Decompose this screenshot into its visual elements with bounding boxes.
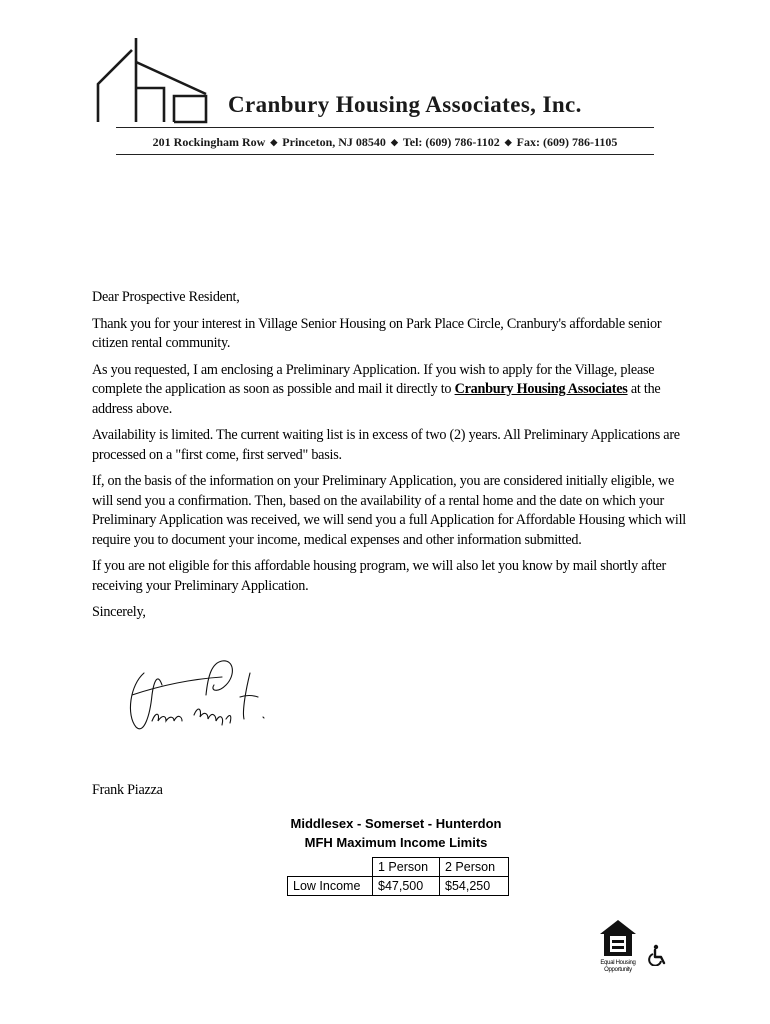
income-limits-table [287,857,509,896]
paragraph-not-eligible: If you are not eligible for this affordable housing program, we will also let you know by mail shortly after receiving your Preliminary Application. [92,558,666,594]
separator: ◆ [390,137,398,147]
row-label-low-income: Low Income [288,877,373,896]
income-limits-region: Middlesex - Somerset - Hunterdon [290,816,502,831]
closing: Sincerely, [92,604,146,620]
telephone: Tel: (609) 786-1102 [402,135,500,149]
value-2-person: $54,250 [440,877,509,896]
equal-housing-text [592,960,644,974]
organization-name: Cranbury Housing Associates [454,381,628,397]
letterhead-rule-bottom [116,154,654,155]
paragraph-text: at the address above. [92,381,661,417]
table-row [288,877,509,896]
table-header-row [288,858,509,877]
fax: Fax: (609) 786-1105 [516,135,618,149]
signer-name: Frank Piazza [92,782,163,798]
salutation: Dear Prospective Resident, [92,289,240,305]
paragraph-application [92,361,686,420]
wheelchair-accessible-icon [648,944,668,966]
separator: ◆ [504,137,512,147]
opportunity-line: Opportunity [604,967,632,973]
separator: ◆ [270,137,278,147]
paragraph-interest: Thank you for your interest in Village Senior Housing on Park Place Circle, Cranbury's affordable senior citizen rental community. [92,315,662,351]
handwritten-signature [122,655,272,735]
income-limits-title [250,814,542,852]
value-1-person: $47,500 [373,877,440,896]
company-name: Cranbury Housing Associates, Inc. [228,92,582,117]
company-logo [94,36,210,126]
street-address: 201 Rockingham Row [152,135,266,149]
income-limits-subtitle: MFH Maximum Income Limits [304,835,488,850]
equal-housing-icon [598,918,638,958]
letterhead-rule-top [116,127,654,128]
paragraph-text: As you requested, I am enclosing a Preliminary Application. If you wish to apply for the Village, please complete the application as soon as possible and mail it directly to [92,361,655,397]
paragraph-availability: Availability is limited. The current waiting list is in excess of two (2) years. All Preliminary Applications are processed on a "first come, first served" basis. [92,427,680,463]
city-state-zip: Princeton, NJ 08540 [282,135,386,149]
paragraph-eligibility: If, on the basis of the information on your Preliminary Application, you are considered initially eligible, we will send you a confirmation. Then, based on the availability of a rental home and the date on which your Preliminary Application was received, we will send you a full Application for Affordable Housing which will require you to document your income, medical expenses and other information submitted. [92,473,686,548]
company-address [116,135,654,150]
letter-body [92,288,686,630]
table-corner-cell [288,858,373,877]
equal-housing-line: Equal Housing [600,960,636,966]
header-1-person: 1 Person [373,858,440,877]
header-2-person: 2 Person [440,858,509,877]
